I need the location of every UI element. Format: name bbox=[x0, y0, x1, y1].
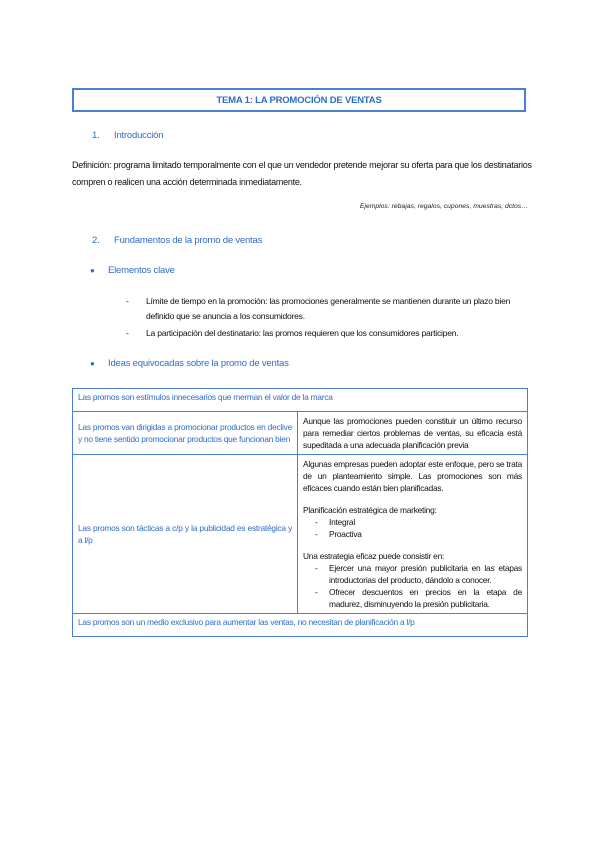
table-cell: Las promos van dirigidas a promocionar productos en declive y no tiene sentido promocionar productos que funcionan bien bbox=[73, 412, 298, 455]
section-heading-intro: 1. Introducción bbox=[92, 130, 164, 141]
table-cell: Las promos son un medio exclusivo para aumentar las ventas, no necesitan de planificación a l/p bbox=[73, 614, 528, 637]
cell-paragraph: Algunas empresas pueden adoptar este enfoque, pero se trata de un planteamiento simple. Las promociones son más eficaces cuando están bien planificadas. bbox=[303, 459, 522, 493]
key-elements-list bbox=[126, 294, 530, 343]
document-title: TEMA 1: LA PROMOCIÓN DE VENTAS bbox=[72, 88, 526, 112]
list-item: - Proactiva bbox=[315, 529, 362, 539]
table-row bbox=[73, 614, 528, 637]
examples-note: Ejemplos: rebajas, regalos, cupones, muestras, dctos… bbox=[359, 203, 528, 210]
table-row bbox=[73, 412, 528, 455]
planning-block: Planificación estratégica de marketing: - Integral - Proactiva bbox=[303, 504, 522, 540]
list-item: - Ofrecer descuentos en precios en la etapa de madurez, disminuyendo la presión publicitaria. bbox=[315, 587, 522, 609]
bullet-key-elements: ● Elementos clave bbox=[90, 265, 175, 276]
list-item: - Ejercer una mayor presión publicitaria en las etapas introductorias del producto, dándolo a conocer. bbox=[315, 563, 522, 585]
list-item: - La participación del destinatario: las promos requieren que los consumidores participen. bbox=[126, 328, 459, 338]
list-item: - Límite de tiempo en la promoción: las promociones generalmente se mantienen durante un plazo bien definido que se anuncia a los consumidores. bbox=[126, 296, 511, 321]
section-heading-fundamentals: 2. Fundamentos de la promo de ventas bbox=[92, 235, 263, 246]
list-item: - Integral bbox=[315, 517, 355, 527]
table-cell: Las promos son tácticas a c/p y la publicidad es estratégica y a l/p bbox=[73, 455, 298, 614]
table-cell: Aunque las promociones pueden constituir un último recurso para remediar ciertos problemas de ventas, su eficacia está supeditada a una adecuada planificación previa bbox=[298, 412, 528, 455]
definition-paragraph: Definición: programa limitado temporalmente con el que un vendedor pretende mejorar su oferta para que los destinatarios compren o realicen una acción determinada inmediatamente. bbox=[72, 160, 532, 187]
table-row bbox=[73, 455, 528, 614]
table-cell bbox=[298, 455, 528, 614]
misconceptions-table bbox=[72, 388, 528, 637]
strategy-block: Una estrategia eficaz puede consistir en: - Ejercer una mayor presión publicitaria en las etapas introductorias del producto, dándolo a conocer. - Ofrecer descuentos en precios en la etapa de madurez, disminuyendo la presión publicitaria. bbox=[303, 551, 522, 609]
table-row bbox=[73, 389, 528, 412]
bullet-misconceptions: ● Ideas equivocadas sobre la promo de ventas bbox=[90, 358, 289, 369]
table-cell: Las promos son estímulos innecesarios que merman el valor de la marca bbox=[73, 389, 528, 412]
